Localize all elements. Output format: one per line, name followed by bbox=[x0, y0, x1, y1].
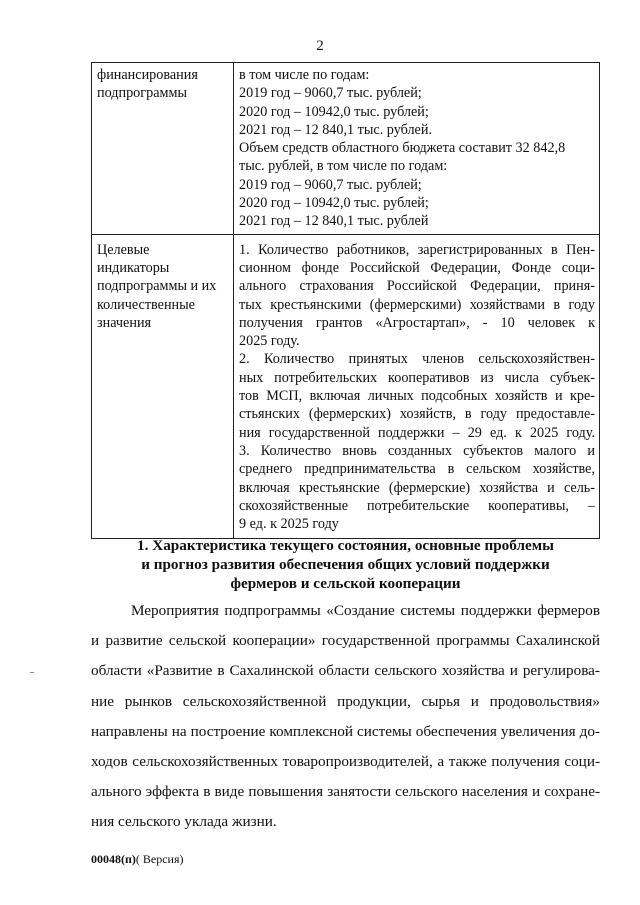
table-value-cell bbox=[234, 63, 600, 235]
paragraph-line: ния сельского уклада жизни. bbox=[91, 813, 277, 831]
document-version: ( Версия) bbox=[135, 852, 184, 866]
paragraph-line: ального эффекта в виде повышения занятости сельского населения и сохране- bbox=[91, 783, 600, 801]
table-row-indicators bbox=[92, 234, 600, 539]
table-value-line: 2021 год – 12 840,1 тыс. рублей. bbox=[239, 121, 432, 138]
table-value-line: ных потребительских кооперативов из числа субъек- bbox=[239, 369, 595, 386]
table-value-line: 9 ед. к 2025 году bbox=[239, 516, 339, 533]
paragraph-line: ние рынков сельскохозяйственной продукции, сырья и продовольствия» bbox=[91, 692, 600, 710]
table-label-line: подпрограммы bbox=[97, 85, 187, 102]
table-value-line: тых крестьянскими (фермерскими) хозяйствами в году bbox=[239, 296, 595, 313]
table-label-line: индикаторы bbox=[97, 259, 170, 276]
table-value-line: 2. Количество принятых членов сельскохозяйствен- bbox=[239, 351, 595, 368]
footer-code bbox=[91, 852, 184, 867]
table-label-line: значения bbox=[97, 314, 152, 331]
paragraph-line: ходов сельскохозяйственных товаропроизводителей, а также получения соци- bbox=[91, 753, 600, 771]
page-number: 2 bbox=[316, 38, 324, 54]
table-value-line: Объем средств областного бюджета составит 32 842,8 bbox=[239, 140, 566, 157]
scan-mark bbox=[30, 672, 34, 673]
table-value-line: тыс. рублей, в том числе по годам: bbox=[239, 158, 448, 175]
table-value-line: сионном фонде Российской Федерации, Фонде соци- bbox=[239, 259, 595, 276]
table-value-cell bbox=[234, 234, 600, 539]
table-value-line: ального страхования Российской Федерации, приня- bbox=[239, 278, 595, 295]
table-value-line: 1. Количество работников, зарегистрированных в Пен- bbox=[239, 241, 595, 258]
table-label-line: подпрограммы и их bbox=[97, 278, 217, 295]
section-heading bbox=[91, 536, 600, 593]
paragraph-line: Мероприятия подпрограммы «Создание системы поддержки фермеров bbox=[131, 602, 600, 619]
section-heading-line: 1. Характеристика текущего состояния, основные проблемы bbox=[137, 537, 554, 554]
table-value-line: среднего предпринимательства в сельском хозяйстве, bbox=[239, 461, 595, 478]
paragraph-line: и развитие сельской кооперации» государственной программы Сахалинской bbox=[91, 632, 600, 650]
table-value-line: тов МСП, включая личных подсобных хозяйств и кре- bbox=[239, 388, 595, 405]
table-row-financing bbox=[92, 63, 600, 235]
table-value-line: 2021 год – 12 840,1 тыс. рублей bbox=[239, 213, 429, 230]
table-value-line: 2019 год – 9060,7 тыс. рублей; bbox=[239, 85, 422, 102]
table-value-line: получения грантов «Агростартап», - 10 человек к bbox=[239, 314, 595, 331]
table-value-line: 2020 год – 10942,0 тыс. рублей; bbox=[239, 103, 429, 120]
table-value-line: включая крестьянские (фермерские) хозяйства и сель- bbox=[239, 479, 595, 496]
paragraph-line: направлены на построение комплексной системы обеспечения увеличения до- bbox=[91, 722, 600, 740]
table-value-line: в том числе по годам: bbox=[239, 67, 370, 83]
table-label-cell bbox=[92, 234, 234, 539]
table-value-line: 3. Количество вновь созданных субъектов малого и bbox=[239, 442, 595, 459]
table-value-line: 2020 год – 10942,0 тыс. рублей; bbox=[239, 195, 429, 212]
table-label-cell bbox=[92, 63, 234, 235]
table-value-line: ния государственной поддержки – 29 ед. к 2025 году. bbox=[239, 424, 595, 441]
passport-table bbox=[91, 62, 600, 539]
section-heading-line: фермеров и сельской кооперации bbox=[230, 575, 461, 592]
table-value-line: стьянских (фермерских) хозяйств, в году предоставле- bbox=[239, 406, 595, 423]
table-value-line: 2019 год – 9060,7 тыс. рублей; bbox=[239, 176, 422, 193]
table-label-line: финансирования bbox=[97, 67, 198, 83]
table-label-line: Целевые bbox=[97, 241, 150, 258]
document-code: 00048(п) bbox=[91, 852, 136, 866]
section-heading-line: и прогноз развития обеспечения общих условий поддержки bbox=[141, 556, 550, 573]
table-label-line: количественные bbox=[97, 296, 195, 313]
body-paragraph bbox=[91, 596, 600, 838]
table-value-line: скохозяйственные потребительские кооперативы, – bbox=[239, 497, 595, 514]
paragraph-line: области «Развитие в Сахалинской области сельского хозяйства и регулирова- bbox=[91, 662, 600, 680]
table-value-line: 2025 году. bbox=[239, 333, 300, 350]
